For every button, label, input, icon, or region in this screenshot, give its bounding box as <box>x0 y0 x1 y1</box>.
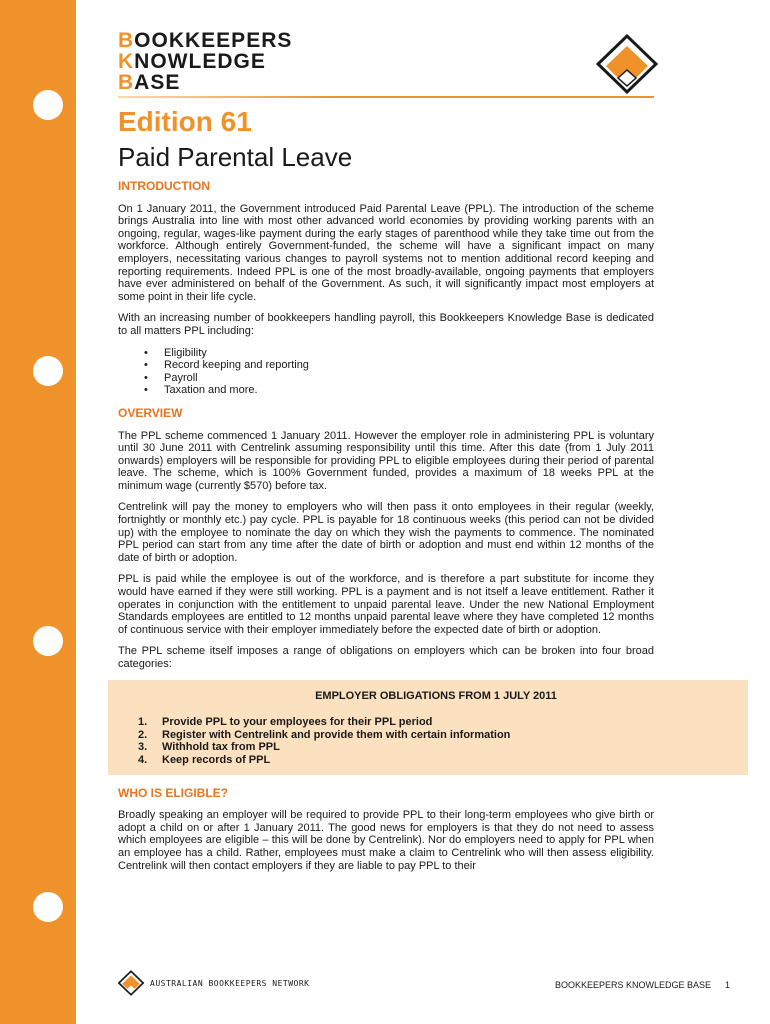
list-item: 4. Keep records of PPL <box>138 753 271 766</box>
paragraph: The PPL scheme commenced 1 January 2011. However the employer role in administering PPL is voluntary until 30 June 2011 with Centrelink assuming responsibility until this time. After this date (from 1 July 2011 onwards) employers will be responsible for providing PPL to eligible employees during their period of parental leave. The scheme, which is 100% Government funded, provides a maximum of 18 weeks PPL at the minimum wage (currently $570) before tax. <box>118 429 654 492</box>
brand-line: BASE <box>118 71 181 94</box>
diamond-logo-icon <box>118 970 144 996</box>
binder-hole <box>33 892 63 922</box>
footer-network-logo <box>118 970 310 996</box>
section-heading-introduction: INTRODUCTION <box>118 179 210 193</box>
brand-line: KNOWLEDGE <box>118 50 266 73</box>
edition-number: Edition 61 <box>118 106 252 137</box>
list-item: 2. Register with Centrelink and provide them with certain information <box>138 728 511 741</box>
obligations-list <box>138 716 734 766</box>
paragraph: With an increasing number of bookkeepers handling payroll, this Bookkeepers Knowledge Base is dedicated to all matters PPL including: <box>118 312 654 337</box>
bullet-list <box>118 347 654 397</box>
list-item: 1. Provide PPL to your employees for their PPL period <box>138 716 433 729</box>
list-item: • Payroll <box>144 371 198 384</box>
binder-hole <box>33 90 63 120</box>
binder-hole <box>33 356 63 386</box>
section-heading-overview: OVERVIEW <box>118 405 183 420</box>
header-rule <box>118 96 654 98</box>
page-footer <box>555 980 730 990</box>
document-body <box>118 180 654 881</box>
diamond-logo-icon <box>596 34 658 94</box>
bullet-dot-icon: • <box>144 371 148 384</box>
list-item: 3. Withhold tax from PPL <box>138 741 280 754</box>
bullet-dot-icon: • <box>144 384 148 397</box>
paragraph: On 1 January 2011, the Government introduced Paid Parental Leave (PPL). The introduction of the scheme brings Australia into line with most other advanced world economies by providing working parents with an ongoing, regular, wages-like payment during the early stages of parenthood while they take time out from the workforce. Although entirely Government-funded, the scheme will have a significant impact on many employers, necessitating various changes to payroll systems not to mention additional record keeping and reporting requirements. Indeed PPL is one of the most broadly-available, ongoing payments that employers have ever administered on behalf of the Government. As such, it will significantly impact most employers at some point in their life cycle. <box>118 202 654 303</box>
paragraph: Centrelink will pay the money to employers who will then pass it onto employees in their regular (weekly, fortnightly or monthly etc.) pay cycle. PPL is payable for 18 continuous weeks (this period can not be divided up) with the employee to nominate the day on which they wish the payments to commence. The nominated PPL period can start from any time after the date of birth or adoption and must end within 12 months of the date of birth or adoption. <box>118 501 654 564</box>
running-title: BOOKKEEPERS KNOWLEDGE BASE <box>554 980 711 990</box>
brand-line: BOOKKEEPERS <box>118 29 293 52</box>
obligations-callout-box <box>108 680 748 775</box>
paragraph: PPL is paid while the employee is out of the workforce, and is therefore a part substitute for income they would have earned if they were still working. PPL is a payment and is not itself a leave entitlement. Rather it operates in conjunction with the entitlement to unpaid parental leave. Under the new National Employment Standards employees are entitled to 12 months unpaid parental leave where they have completed 12 months of continuous service with their employer immediately before the expected date of birth or adoption. <box>118 573 654 636</box>
list-item: • Taxation and more. <box>144 384 258 397</box>
paragraph: Broadly speaking an employer will be required to provide PPL to their long-term employees who give birth or adopt a child on or after 1 January 2011. The good news for employers is that they do not need to assess which employees are eligible – this will be done by Centrelink). Nor do employers need to apply for PPL when an employee has a child. Rather, employees must make a claim to Centrelink who will then assess eligibility. Centrelink will then contact employers if they are liable to pay PPL to their <box>118 809 654 872</box>
brand-wordmark <box>118 30 292 93</box>
bullet-dot-icon: • <box>144 359 148 372</box>
list-item: • Eligibility <box>144 346 207 359</box>
page-number: 1 <box>724 980 730 990</box>
section-heading-eligibility: WHO IS ELIGIBLE? <box>118 785 228 800</box>
callout-title: EMPLOYER OBLIGATIONS FROM 1 JULY 2011 <box>315 689 557 702</box>
page-title: Paid Parental Leave <box>118 142 353 172</box>
network-name: AUSTRALIAN BOOKKEEPERS NETWORK <box>150 978 310 988</box>
bullet-dot-icon: • <box>144 346 148 359</box>
sidebar-binder-strip <box>0 0 76 1024</box>
binder-hole <box>33 626 63 656</box>
paragraph: The PPL scheme itself imposes a range of obligations on employers which can be broken into four broad categories: <box>118 645 654 670</box>
list-item: • Record keeping and reporting <box>144 359 309 372</box>
